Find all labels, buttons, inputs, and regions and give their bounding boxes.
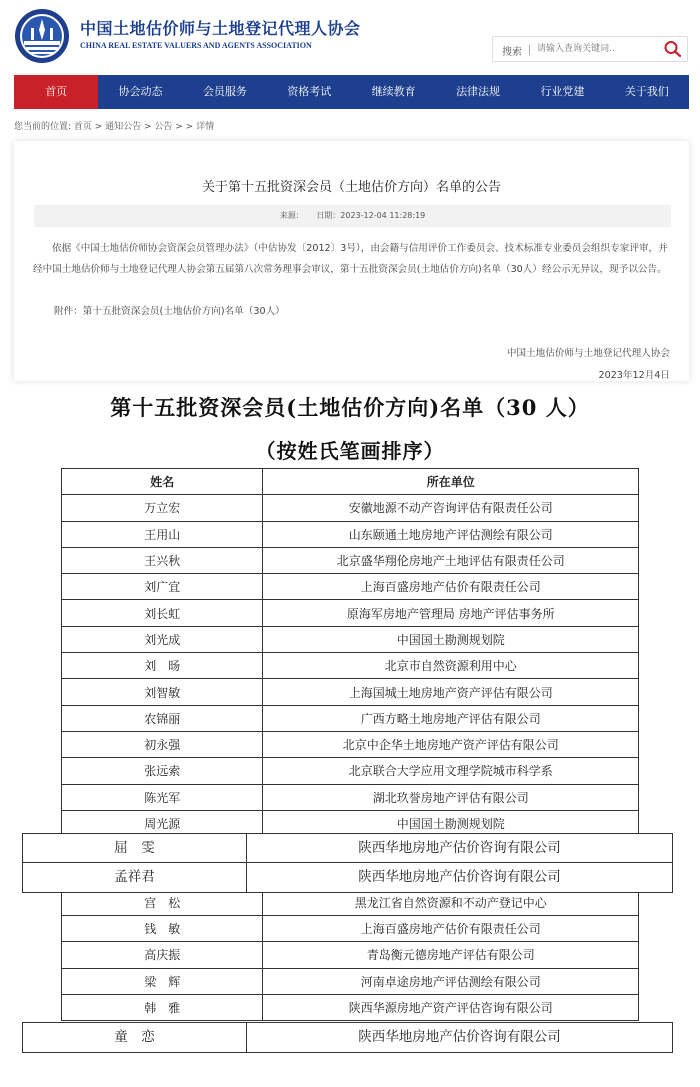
member-unit: 中国国土勘测规划院 bbox=[263, 626, 639, 652]
member-table bbox=[61, 468, 639, 1021]
member-name: 宫 松 bbox=[62, 889, 263, 915]
document-title: 第十五批资深会员(土地估价方向)名单（30 人） bbox=[110, 395, 590, 420]
nav-item-about[interactable]: 关于我们 bbox=[624, 85, 669, 98]
member-unit: 北京联合大学应用文理学院城市科学系 bbox=[263, 758, 639, 784]
table-row bbox=[62, 495, 639, 521]
article-meta bbox=[34, 205, 671, 227]
table-row bbox=[62, 705, 639, 731]
member-name: 高庆振 bbox=[62, 942, 263, 968]
table-row bbox=[62, 994, 639, 1020]
member-name: 孟祥君 bbox=[23, 863, 247, 892]
member-unit: 陕西华地房地产估价咨询有限公司 bbox=[358, 1029, 561, 1045]
table-row bbox=[62, 626, 639, 652]
nav-item-home[interactable]: 首页 bbox=[14, 75, 98, 109]
article-panel bbox=[14, 141, 689, 381]
association-emblem-icon[interactable] bbox=[14, 8, 70, 64]
nav-item-exam[interactable]: 资格考试 bbox=[287, 85, 332, 98]
attachment-link[interactable]: 附件：第十五批资深会员(土地估价方向)名单（30人） bbox=[54, 306, 285, 317]
member-unit: 安徽地源不动产咨询评估有限责任公司 bbox=[263, 495, 639, 521]
member-name: 刘智敏 bbox=[62, 679, 263, 705]
nav-item-member-service[interactable]: 会员服务 bbox=[202, 85, 247, 98]
table-row bbox=[62, 521, 639, 547]
table-row bbox=[62, 731, 639, 757]
member-unit: 上海百盛房地产估价有限责任公司 bbox=[263, 574, 639, 600]
search-input[interactable] bbox=[537, 41, 655, 57]
table-row bbox=[62, 758, 639, 784]
search-divider bbox=[529, 45, 530, 55]
article-title: 关于第十五批资深会员（土地估价方向）名单的公告 bbox=[201, 180, 501, 195]
member-unit: 陕西华源房地产资产评估咨询有限公司 bbox=[263, 994, 639, 1020]
signature-date: 2023年12月4日 bbox=[598, 370, 670, 381]
member-name: 农锦丽 bbox=[62, 705, 263, 731]
member-unit: 黑龙江省自然资源和不动产登记中心 bbox=[263, 889, 639, 915]
table-row bbox=[62, 679, 639, 705]
member-name: 万立宏 bbox=[62, 495, 263, 521]
table-row bbox=[62, 942, 639, 968]
member-unit: 北京市自然资源利用中心 bbox=[263, 653, 639, 679]
member-name: 王用山 bbox=[62, 521, 263, 547]
member-name: 初永强 bbox=[62, 731, 263, 757]
member-unit: 青岛衡元德房地产评估有限公司 bbox=[263, 942, 639, 968]
member-name: 梁 辉 bbox=[62, 968, 263, 994]
table-row bbox=[62, 600, 639, 626]
search-box bbox=[492, 36, 688, 62]
member-unit: 上海国城土地房地产资产评估有限公司 bbox=[263, 679, 639, 705]
member-unit: 上海百盛房地产估价有限责任公司 bbox=[263, 916, 639, 942]
member-name: 钱 敏 bbox=[62, 916, 263, 942]
member-name: 王兴秋 bbox=[62, 547, 263, 573]
table-row bbox=[62, 547, 639, 573]
search-label: 搜索 bbox=[502, 47, 522, 58]
document-subtitle: （按姓氏笔画排序） bbox=[255, 439, 445, 463]
member-name: 周光源 bbox=[62, 810, 263, 836]
member-name: 童 恋 bbox=[23, 1023, 247, 1052]
member-unit: 河南卓途房地产评估测绘有限公司 bbox=[263, 968, 639, 994]
article-date: 日期：2023-12-04 11:28:19 bbox=[316, 211, 426, 220]
nav-item-news[interactable]: 协会动态 bbox=[118, 85, 163, 98]
table-row bbox=[62, 784, 639, 810]
search-icon[interactable] bbox=[663, 40, 683, 58]
table-row bbox=[62, 889, 639, 915]
nav-item-party[interactable]: 行业党建 bbox=[540, 85, 585, 98]
member-unit: 广西方略土地房地产评估有限公司 bbox=[263, 705, 639, 731]
member-name: 陈光军 bbox=[62, 784, 263, 810]
nav-item-education[interactable]: 继续教育 bbox=[371, 85, 416, 98]
main-nav bbox=[14, 75, 689, 109]
header-name: 姓名 bbox=[62, 469, 263, 495]
table-row bbox=[62, 916, 639, 942]
table-header-row bbox=[62, 469, 639, 495]
table-row bbox=[62, 968, 639, 994]
table-row bbox=[62, 653, 639, 679]
member-name: 屈 雯 bbox=[23, 834, 247, 863]
member-name: 刘 旸 bbox=[62, 653, 263, 679]
member-name: 韩 雅 bbox=[62, 994, 263, 1020]
member-unit: 山东颐通土地房地产评估测绘有限公司 bbox=[263, 521, 639, 547]
member-unit: 原海军房地产管理局 房地产评估事务所 bbox=[263, 600, 639, 626]
member-unit: 陕西华地房地产估价咨询有限公司 bbox=[358, 840, 561, 856]
article-source: 来源： bbox=[279, 211, 304, 220]
breadcrumb[interactable]: 您当前的位置: 首页 > 通知公告 > 公告 > > 详情 bbox=[14, 122, 215, 132]
member-name: 刘长虹 bbox=[62, 600, 263, 626]
member-unit: 北京盛华翔伦房地产土地评估有限责任公司 bbox=[263, 547, 639, 573]
member-name: 张远索 bbox=[62, 758, 263, 784]
member-unit: 北京中企华土地房地产资产评估有限公司 bbox=[263, 731, 639, 757]
overlay-row bbox=[22, 862, 673, 893]
table-row bbox=[62, 574, 639, 600]
member-name: 刘广宜 bbox=[62, 574, 263, 600]
overlay-row bbox=[22, 833, 673, 864]
org-name-cn: 中国土地估价师与土地登记代理人协会 bbox=[80, 19, 361, 38]
member-name: 刘光成 bbox=[62, 626, 263, 652]
member-unit: 陕西华地房地产估价咨询有限公司 bbox=[358, 869, 561, 885]
member-unit: 湖北玖誉房地产评估有限公司 bbox=[263, 784, 639, 810]
nav-item-laws[interactable]: 法律法规 bbox=[456, 85, 501, 98]
signature-org: 中国土地估价师与土地登记代理人协会 bbox=[506, 348, 670, 359]
org-name-en: CHINA REAL ESTATE VALUERS AND AGENTS ASSOCIATION bbox=[80, 41, 312, 50]
header-unit: 所在单位 bbox=[263, 469, 639, 495]
overlay-row bbox=[22, 1022, 673, 1053]
article-body: 依据《中国土地估价师协会资深会员管理办法》（中估协发〔2012〕3号），由会籍与信用评价工作委员会、技术标准专业委员会组织专家评审，并经中国土地估价师与土地登记代理人协会第五届第八次常务理事会审议，第十五批资深会员(土地估价方向)名单（30人）经公示无异议，现予以公告。 bbox=[33, 243, 668, 275]
site-header bbox=[0, 0, 700, 72]
member-unit: 中国国土勘测规划院 bbox=[263, 810, 639, 836]
